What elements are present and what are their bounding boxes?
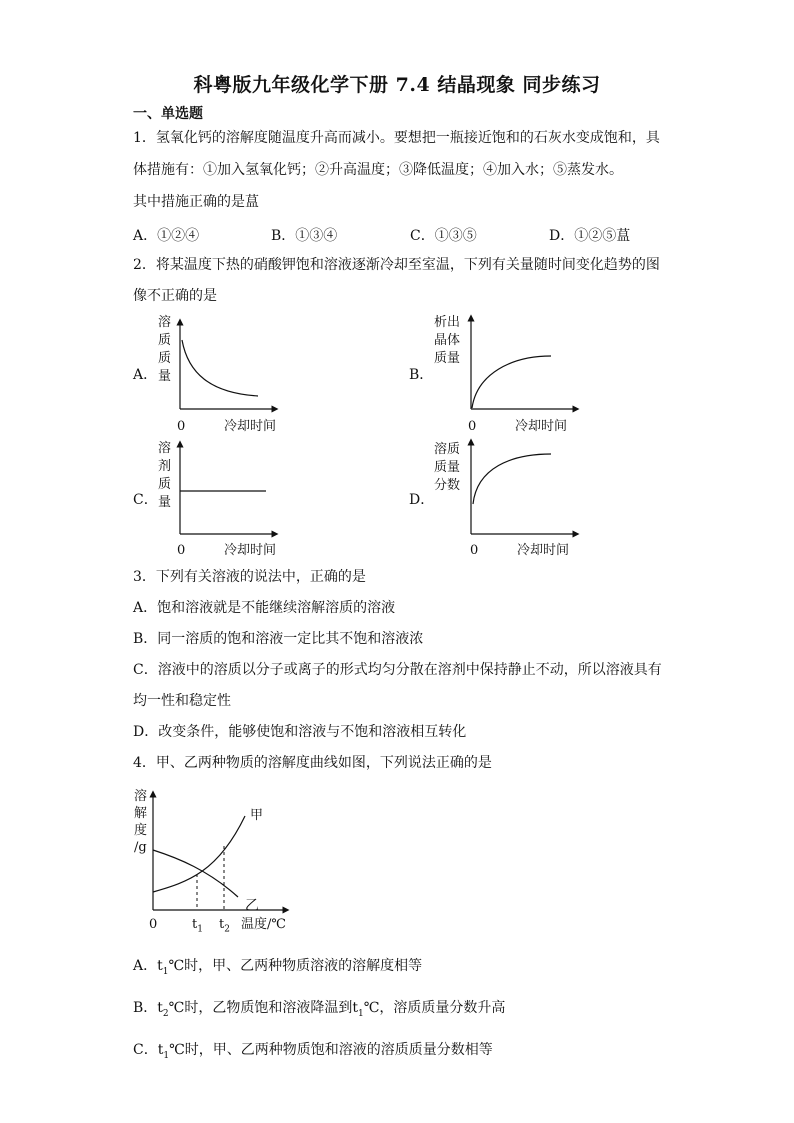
- q4-graph: [148, 790, 298, 915]
- graph-b-origin: 0: [468, 419, 477, 434]
- section-heading: 一、单选题: [133, 106, 203, 122]
- graph-b-axes: [461, 314, 581, 414]
- page-title: 科粤版九年级化学下册 7.4 结晶现象 同步练习: [193, 74, 601, 96]
- graph-a-curve: [182, 340, 258, 396]
- graph-a-xlabel: 冷却时间: [224, 419, 277, 434]
- q4-graph-t2: $t_2$: [219, 917, 230, 935]
- q3-option-c-line-2: 均一性和稳定性: [133, 693, 231, 709]
- graph-b-xlabel: 冷却时间: [515, 419, 568, 434]
- graph-d-letter: D．: [409, 492, 435, 508]
- graph-b-curve: [472, 356, 551, 408]
- q4-option-b: B．$t_2℃$时，乙物质饱和溶液降温到$t_1℃$，溶质质量分数升高: [133, 1000, 506, 1019]
- q4-graph-ylabel: 溶 解 度 /g: [134, 789, 148, 855]
- graph-a-letter: A．: [133, 367, 158, 383]
- graph-c-ylabel: 溶 剂 质 量: [158, 441, 172, 510]
- graph-d-origin: 0: [470, 543, 479, 558]
- q4-curve-jia: [153, 816, 245, 892]
- q4-series-yi-label: 乙: [245, 898, 259, 914]
- graph-a-origin: 0: [177, 419, 186, 434]
- q4-series-jia-label: 甲: [250, 808, 264, 823]
- q3-option-c-line-1: C．溶液中的溶质以分子或离子的形式均匀分散在溶剂中保持静止不动，所以溶液具有: [133, 662, 662, 678]
- q1-option-d: D．①②⑤蒀: [549, 228, 631, 244]
- q1-line-3: 其中措施正确的是蒀: [133, 194, 259, 210]
- graph-d-xlabel: 冷却时间: [517, 543, 570, 558]
- q3-option-b: B．同一溶质的饱和溶液一定比其不饱和溶液浓: [133, 631, 424, 647]
- q4-option-a: A．$t_1℃$时，甲、乙两种物质溶液的溶解度相等: [133, 958, 423, 977]
- graph-d-curve: [473, 454, 551, 504]
- q3-option-a: A．饱和溶液就是不能继续溶解溶质的溶液: [133, 600, 396, 616]
- q3-option-d: D．改变条件，能够使饱和溶液与不饱和溶液相互转化: [133, 724, 467, 740]
- q4-option-c: C．$t_1℃$时，甲、乙两种物质饱和溶液的溶质质量分数相等: [133, 1042, 493, 1061]
- graph-b-ylabel: 析出 晶体 质量: [434, 315, 461, 366]
- graph-d-axes: [461, 438, 581, 538]
- graph-b-letter: B．: [409, 367, 434, 383]
- q1-line-1: 1．氢氧化钙的溶解度随温度升高而减小。要想把一瓶接近饱和的石灰水变成饱和，具: [133, 130, 660, 146]
- graph-c-xlabel: 冷却时间: [224, 543, 277, 558]
- q4-stem: 4．甲、乙两种物质的溶解度曲线如图，下列说法正确的是: [133, 755, 492, 771]
- q2-line-1: 2．将某温度下热的硝酸钾饱和溶液逐渐冷却至室温，下列有关量随时间变化趋势的图: [133, 257, 660, 273]
- q2-line-2: 像不正确的是: [133, 288, 217, 304]
- q1-option-b: B．①③④: [271, 228, 338, 244]
- graph-d-ylabel: 溶质 质量 分数: [434, 442, 461, 493]
- q1-line-2: 体措施有：①加入氢氧化钙；②升高温度；③降低温度；④加入水；⑤蒸发水。: [133, 162, 623, 178]
- graph-c-origin: 0: [177, 543, 186, 558]
- q4-curve-yi: [153, 850, 238, 897]
- q4-graph-origin: 0: [149, 917, 158, 932]
- q4-graph-xlabel: 温度/℃: [241, 917, 286, 932]
- graph-a-ylabel: 溶 质 质 量: [158, 315, 172, 384]
- q4-graph-t1: $t_1$: [192, 917, 203, 935]
- graph-c-axes: [170, 440, 280, 538]
- graph-a-axes: [170, 318, 280, 414]
- graph-c-letter: C．: [133, 492, 158, 508]
- q1-option-a: A．①②④: [133, 228, 200, 244]
- q1-option-c: C．①③⑤: [410, 228, 477, 244]
- q3-stem: 3．下列有关溶液的说法中，正确的是: [133, 569, 366, 585]
